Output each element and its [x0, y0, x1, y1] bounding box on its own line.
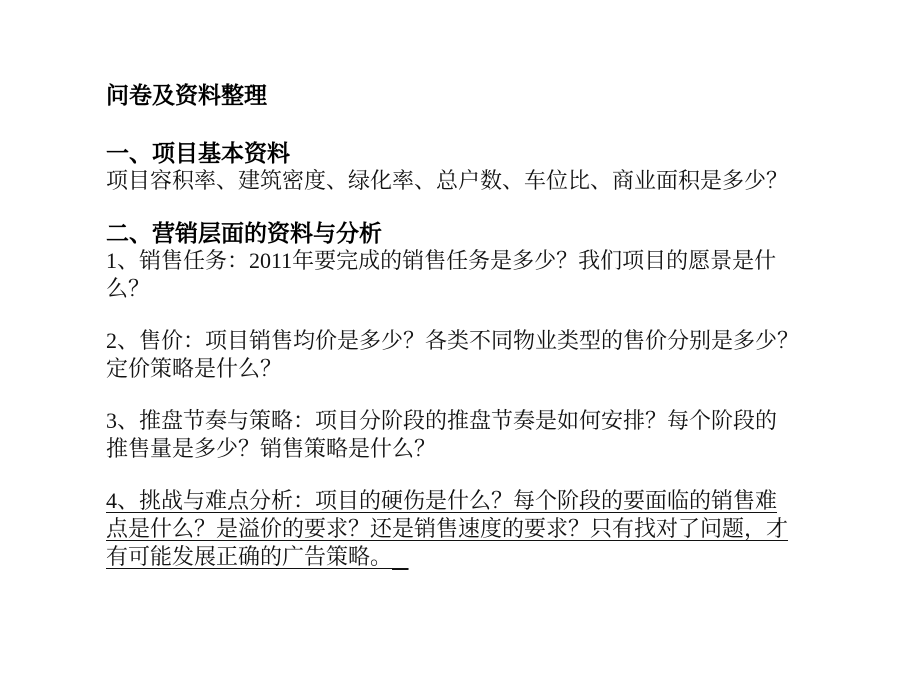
- section-basic-body-line: 项目容积率、建筑密度、绿化率、总户数、车位比、商业面积是多少？: [106, 168, 789, 193]
- question-line-underlined: 有可能发展正确的广告策略。: [106, 544, 393, 569]
- question-line: 3、推盘节奏与策略：项目分阶段的推盘节奏是如何安排？每个阶段的: [106, 408, 778, 433]
- question-item-challenges: [106, 487, 820, 571]
- question-item-launch-pace: [106, 407, 820, 463]
- question-line: 定价策略是什么？: [106, 356, 283, 381]
- section-marketing-heading: 二、营销层面的资料与分析: [106, 220, 382, 246]
- question-line: 么？: [106, 276, 151, 301]
- question-item-sales-task: [106, 247, 820, 303]
- section-marketing-analysis: [106, 219, 820, 571]
- question-line-underlined: 点是什么？是溢价的要求？还是销售速度的要求？只有找对了问题，才: [106, 516, 789, 541]
- question-item-price: [106, 327, 820, 383]
- section-basic-info: [106, 139, 820, 195]
- question-line: 1、销售任务：2011年要完成的销售任务是多少？我们项目的愿景是什: [106, 248, 777, 273]
- question-line: 推售量是多少？销售策略是什么？: [106, 436, 437, 461]
- page-title: 问卷及资料整理: [106, 82, 267, 108]
- section-basic-heading: 一、项目基本资料: [106, 140, 290, 166]
- question-line: 2、售价：项目销售均价是多少？各类不同物业类型的售价分别是多少？: [106, 328, 800, 353]
- question-line-underlined: 4、挑战与难点分析：项目的硬伤是什么？每个阶段的要面临的销售难: [106, 488, 778, 513]
